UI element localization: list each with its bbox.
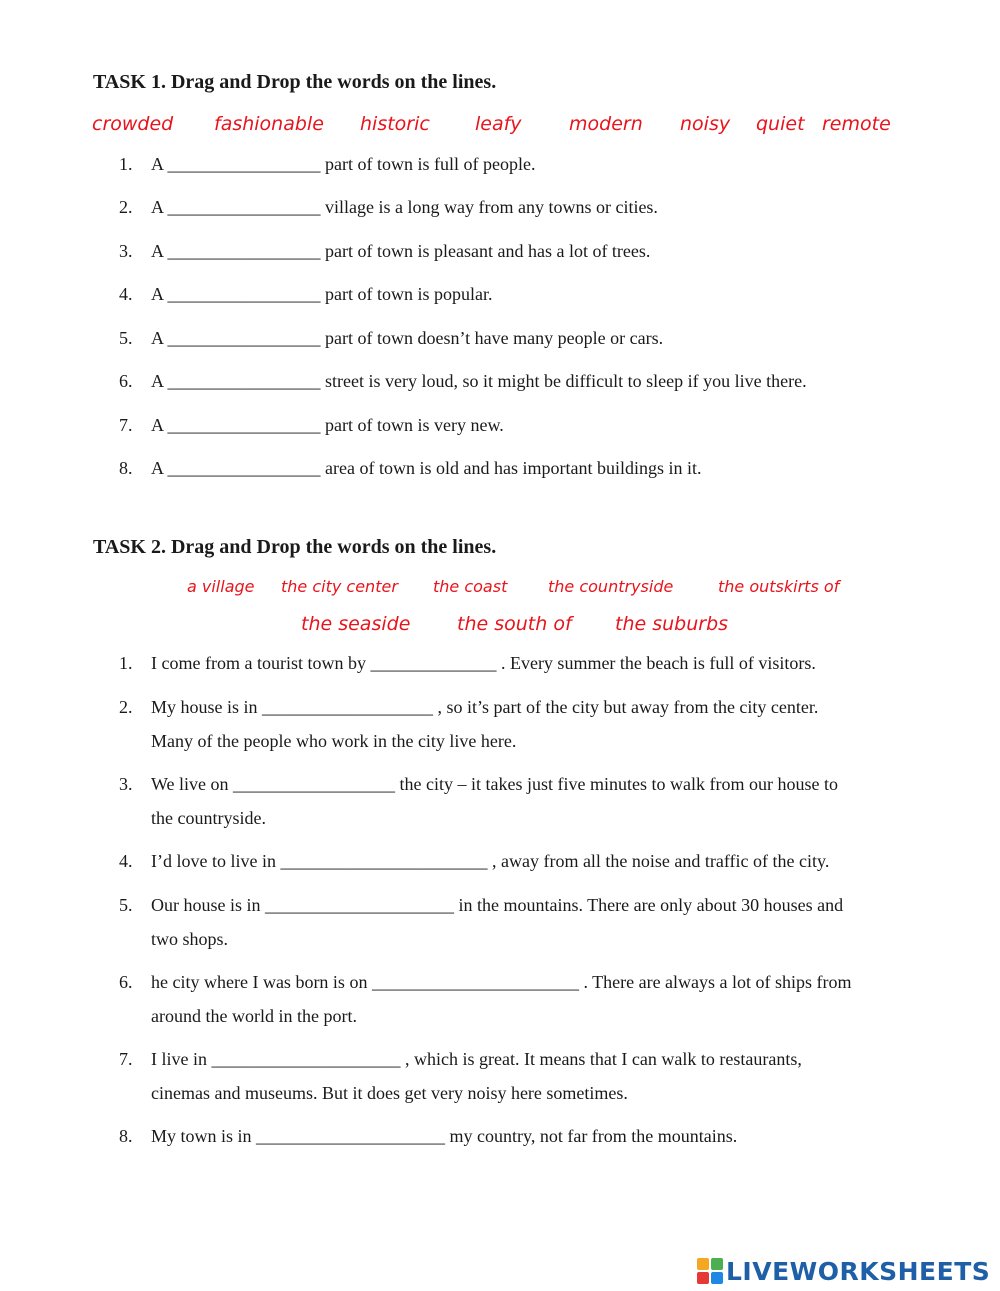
item-number: 2. (119, 197, 133, 217)
item-text[interactable]: A _________________ part of town is pleasant and has a lot of trees. (151, 241, 651, 261)
item-text[interactable]: Our house is in _____________________ in the mountains. There are only about 30 houses and (151, 895, 844, 915)
item-number: 3. (119, 241, 133, 261)
item-text[interactable]: My house is in ___________________ , so it’s part of the city but away from the city center. (151, 697, 819, 717)
item-text[interactable]: A _________________ part of town doesn’t have many people or cars. (151, 328, 664, 348)
item-text[interactable]: We live on __________________ the city – it takes just five minutes to walk from our house to (151, 774, 838, 794)
item-number: 3. (119, 774, 133, 794)
item-text[interactable]: A _________________ village is a long way from any towns or cities. (151, 197, 658, 217)
item-number: 7. (119, 1049, 133, 1069)
item-number: 1. (119, 154, 133, 174)
word-chip[interactable]: the south of (457, 613, 572, 635)
word-chip[interactable]: the seaside (301, 613, 411, 635)
word-chip[interactable]: quiet (756, 113, 805, 135)
item-text[interactable]: I’d love to live in _______________________ , away from all the noise and traffic of the city. (151, 851, 830, 871)
item-number: 1. (119, 653, 133, 673)
item-number: 6. (119, 371, 133, 391)
word-chip[interactable]: remote (822, 113, 891, 135)
item-text[interactable]: My town is in _____________________ my country, not far from the mountains. (151, 1126, 738, 1146)
word-chip[interactable]: the countryside (548, 577, 674, 596)
word-chip[interactable]: a village (187, 577, 255, 596)
word-chip[interactable]: crowded (92, 113, 174, 135)
item-number: 4. (119, 284, 133, 304)
task1-title: TASK 1. Drag and Drop the words on the lines. (93, 71, 497, 93)
item-number: 2. (119, 697, 133, 717)
liveworksheets-logo (697, 1254, 990, 1288)
word-chip[interactable]: the suburbs (615, 613, 729, 635)
item-text: around the world in the port. (151, 1006, 357, 1026)
item-text: two shops. (151, 929, 229, 949)
item-number: 4. (119, 851, 133, 871)
item-text[interactable]: A _________________ part of town is popular. (151, 284, 493, 304)
item-number: 8. (119, 458, 133, 478)
item-text[interactable]: I come from a tourist town by ______________ . Every summer the beach is full of visitors. (151, 653, 816, 673)
word-chip[interactable]: noisy (680, 113, 731, 135)
item-text[interactable]: A _________________ street is very loud, so it might be difficult to sleep if you live there. (151, 371, 807, 391)
item-text[interactable]: I live in _____________________ , which is great. It means that I can walk to restaurants, (151, 1049, 802, 1069)
item-text: cinemas and museums. But it does get very noisy here sometimes. (151, 1083, 628, 1103)
item-number: 6. (119, 972, 133, 992)
logo-text: LIVEWORKSHEETS (726, 1256, 991, 1286)
item-text: the countryside. (151, 808, 266, 828)
word-chip[interactable]: historic (360, 113, 430, 135)
item-text[interactable]: A _________________ area of town is old and has important buildings in it. (151, 458, 702, 478)
item-number: 5. (119, 328, 133, 348)
item-number: 5. (119, 895, 133, 915)
word-chip[interactable]: the city center (281, 577, 398, 596)
word-chip[interactable]: leafy (475, 113, 522, 135)
item-text[interactable]: he city where I was born is on _______________________ . There are always a lot of ships from (151, 972, 852, 992)
item-text: Many of the people who work in the city live here. (151, 731, 517, 751)
word-chip[interactable]: modern (569, 113, 643, 135)
word-chip[interactable]: the coast (433, 577, 508, 596)
word-chip[interactable]: fashionable (214, 113, 324, 135)
task2-title: TASK 2. Drag and Drop the words on the lines. (93, 536, 497, 558)
logo-mark-icon (697, 1258, 723, 1284)
item-text[interactable]: A _________________ part of town is very new. (151, 415, 504, 435)
item-text[interactable]: A _________________ part of town is full of people. (151, 154, 536, 174)
item-number: 7. (119, 415, 133, 435)
item-number: 8. (119, 1126, 133, 1146)
word-chip[interactable]: the outskirts of (718, 577, 840, 596)
